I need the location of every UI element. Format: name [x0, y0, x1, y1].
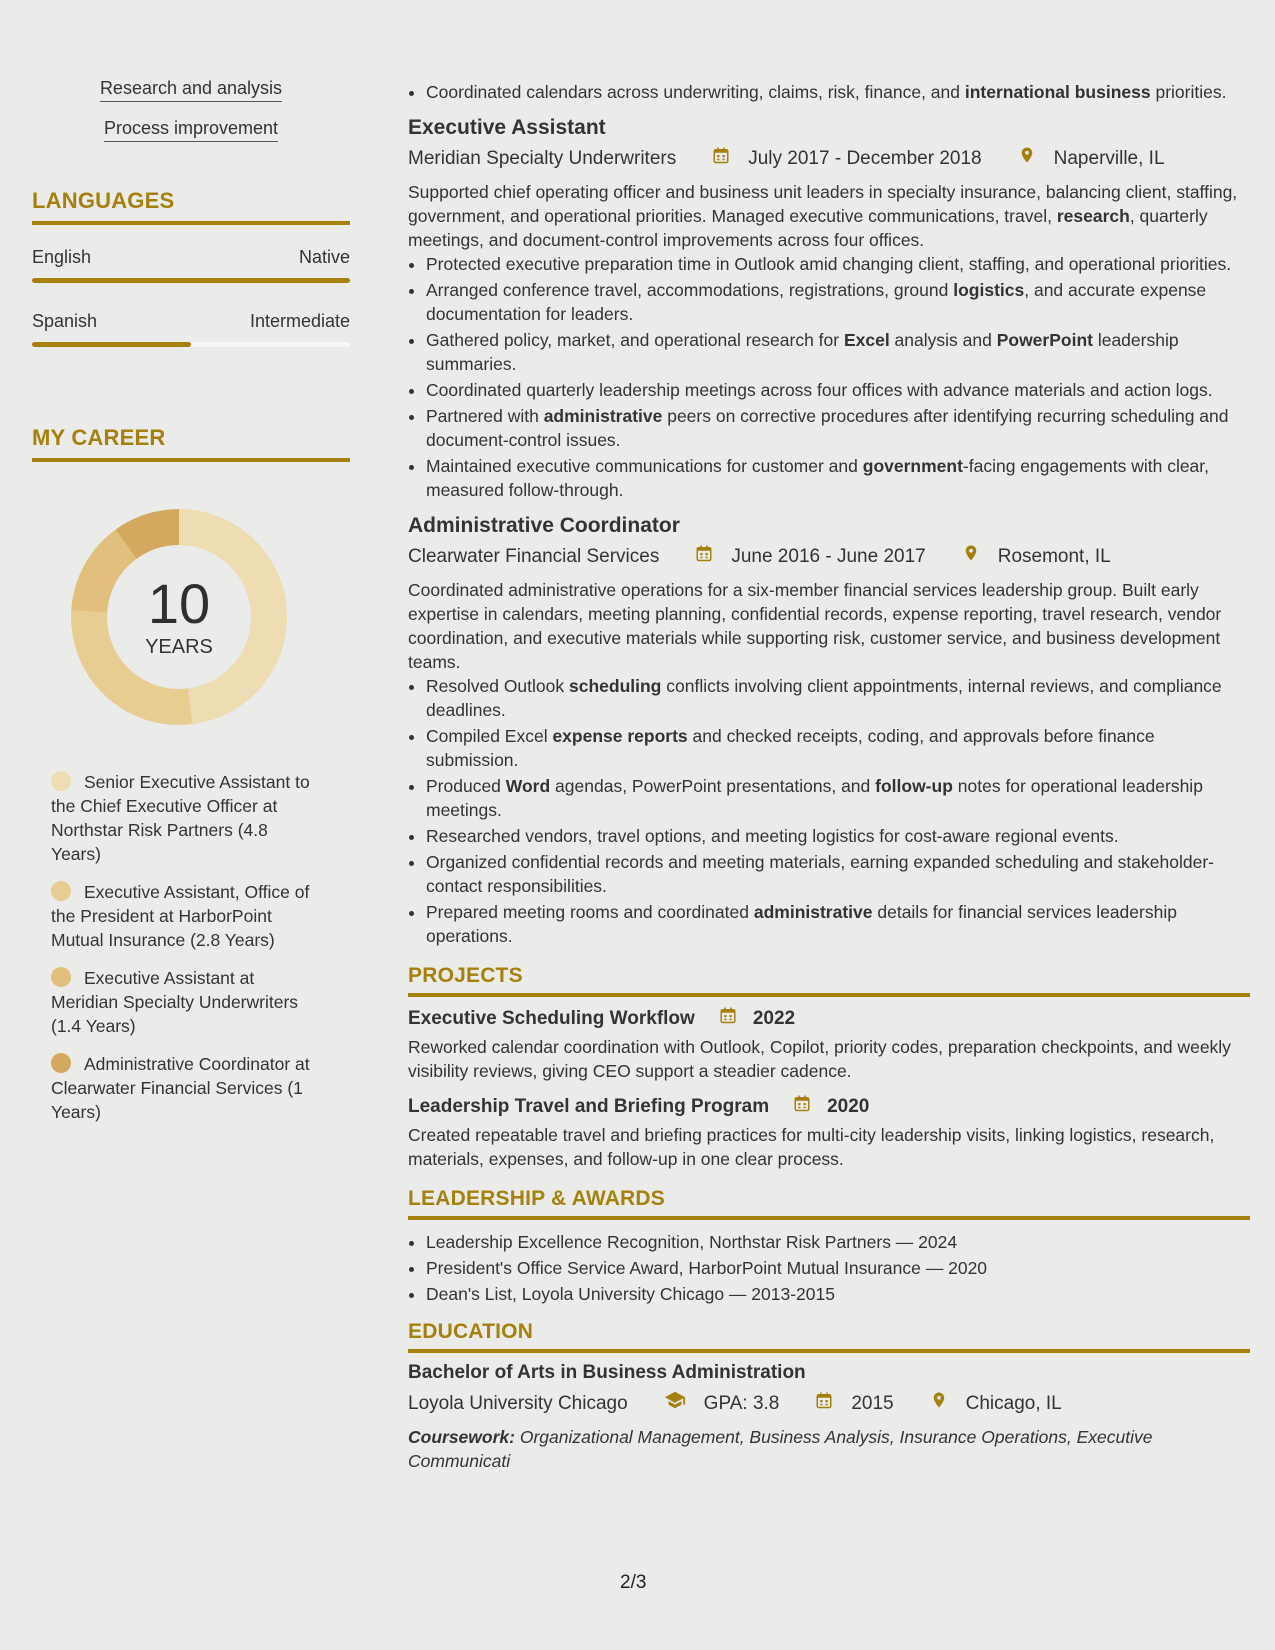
section-rule	[408, 993, 1250, 997]
legend-label: Administrative Coordinator at Clearwater Financial Services (1 Years)	[51, 1054, 310, 1122]
projects-section	[408, 964, 1250, 1171]
company-name: Clearwater Financial Services	[408, 546, 660, 567]
awards-title: LEADERSHIP & AWARDS	[408, 1187, 665, 1210]
section-rule	[32, 221, 350, 225]
job-location: Rosemont, IL	[997, 546, 1111, 567]
career-legend-item	[51, 770, 321, 866]
coursework	[408, 1425, 1250, 1473]
bullet-item: • Gathered policy, market, and operational research for Excel analysis and PowerPoint leadership summaries.	[426, 328, 1250, 376]
map-pin-icon	[1000, 146, 1045, 172]
job-entry	[408, 512, 1250, 948]
language-row	[32, 247, 350, 268]
bullet-item: • Maintained executive communications for customer and government-facing engagements with clear, measured follow-through.	[426, 454, 1250, 502]
bullet-item: • Researched vendors, travel options, and meeting logistics for cost-aware regional events.	[426, 824, 1250, 848]
awards-list	[408, 1230, 1250, 1306]
career-section	[32, 425, 350, 1124]
calendar-icon	[694, 146, 739, 172]
calendar-icon	[797, 1391, 842, 1417]
job-entry	[408, 114, 1250, 502]
job-title: Administrative Coordinator	[408, 514, 680, 537]
awards-section	[408, 1187, 1250, 1306]
career-legend	[51, 770, 321, 1124]
skill-item: Process improvement	[104, 118, 278, 142]
project-name: Executive Scheduling Workflow	[408, 1008, 695, 1029]
left-column	[32, 78, 350, 1138]
legend-label: Executive Assistant, Office of the President at HarborPoint Mutual Insurance (2.8 Years)	[51, 882, 310, 950]
project-description: Reworked calendar coordination with Outlook, Copilot, priority codes, preparation checkpoints, and weekly visibility reviews, giving CEO support a steadier cadence.	[408, 1037, 1231, 1081]
education-title: EDUCATION	[408, 1320, 534, 1343]
section-rule	[408, 1349, 1250, 1353]
job-meta	[408, 146, 1250, 172]
bullet-item: • Compiled Excel expense reports and checked receipts, coding, and approvals before finance submission.	[426, 724, 1250, 772]
job-summary: Supported chief operating officer and business unit leaders in specialty insurance, balancing client, staffing, government, and operational priorities. Managed executive communications, travel, research, quarterly meetings, and document-control improvements across four offices.	[408, 182, 1238, 250]
job-bullets	[408, 674, 1250, 948]
previous-job-bullets	[408, 80, 1250, 104]
language-bar	[32, 342, 350, 347]
project-year: 2020	[827, 1096, 870, 1117]
legend-dot	[51, 967, 71, 987]
bullet-item: • Protected executive preparation time in Outlook amid changing client, staffing, and operational priorities.	[426, 252, 1250, 276]
project-title-row	[408, 1093, 1250, 1121]
job-summary: Coordinated administrative operations for a six-member financial services leadership group. Built early expertise in calendars, meeting planning, confidential records, expense reporting, travel research, vendor coordination, and executive materials while supporting risk, customer service, and business development teams.	[408, 580, 1222, 672]
map-pin-icon	[944, 544, 989, 570]
experience-list	[408, 114, 1250, 948]
language-bar-fill	[32, 342, 191, 347]
project-name: Leadership Travel and Briefing Program	[408, 1096, 770, 1117]
bullet-item: • Coordinated quarterly leadership meetings across four offices with advance materials and action logs.	[426, 378, 1250, 402]
languages-section	[32, 188, 350, 347]
skill-item: Research and analysis	[100, 78, 282, 102]
bullet-item: • Organized confidential records and meeting materials, earning expanded scheduling and stakeholder-contact responsibilities.	[426, 850, 1250, 898]
career-legend-item	[51, 966, 321, 1038]
project-title-row	[408, 1005, 1250, 1033]
language-row	[32, 311, 350, 332]
project-entry	[408, 1093, 1250, 1171]
job-dates: July 2017 - December 2018	[748, 148, 982, 169]
career-years-value: 10	[147, 571, 211, 635]
job-location: Naperville, IL	[1053, 148, 1165, 169]
language-name: Spanish	[32, 311, 98, 331]
career-donut	[64, 502, 294, 732]
legend-dot	[51, 881, 71, 901]
project-description: Created repeatable travel and briefing practices for multi-city leadership visits, linking logistics, research, materials, expenses, and follow-up in one clear process.	[408, 1125, 1215, 1169]
bullet-item: • Partnered with administrative peers on corrective procedures after identifying recurring scheduling and document-control issues.	[426, 404, 1250, 452]
legend-dot	[51, 771, 71, 791]
bullet-item: • Resolved Outlook scheduling conflicts involving client appointments, internal reviews, and compliance deadlines.	[426, 674, 1250, 722]
school-name: Loyola University Chicago	[408, 1393, 628, 1414]
career-legend-item	[51, 1052, 321, 1124]
graduation-cap-icon	[646, 1389, 695, 1419]
award-item: • President's Office Service Award, HarborPoint Mutual Insurance — 2020	[426, 1256, 1250, 1280]
award-item: • Leadership Excellence Recognition, Northstar Risk Partners — 2024	[426, 1230, 1250, 1254]
right-column	[408, 80, 1250, 1473]
degree-title: Bachelor of Arts in Business Administration	[408, 1362, 806, 1383]
gpa: GPA: 3.8	[703, 1393, 780, 1414]
bullet-item: • Produced Word agendas, PowerPoint presentations, and follow-up notes for operational leadership meetings.	[426, 774, 1250, 822]
legend-label: Executive Assistant at Meridian Specialty Underwriters (1.4 Years)	[51, 968, 299, 1036]
calendar-icon	[781, 1093, 819, 1121]
legend-dot	[51, 1053, 71, 1073]
graduation-year: 2015	[851, 1393, 894, 1414]
language-level: Native	[298, 247, 350, 267]
calendar-icon	[677, 544, 722, 570]
coursework-label: Coursework:	[408, 1427, 515, 1447]
bullet-item: • Prepared meeting rooms and coordinated administrative details for financial services leadership operations.	[426, 900, 1250, 948]
project-year: 2022	[752, 1008, 796, 1029]
legend-label: Senior Executive Assistant to the Chief Executive Officer at Northstar Risk Partners (4.8 Years)	[51, 772, 310, 864]
job-dates: June 2016 - June 2017	[731, 546, 926, 567]
career-years-unit: YEARS	[145, 635, 213, 658]
section-rule	[32, 458, 350, 462]
bullet-item: • Arranged conference travel, accommodations, registrations, ground logistics, and accurate expense documentation for leaders.	[426, 278, 1250, 326]
project-entry	[408, 1005, 1250, 1083]
education-section	[408, 1320, 1250, 1473]
school-location: Chicago, IL	[965, 1393, 1062, 1414]
page-number: 2/3	[620, 1572, 647, 1593]
career-legend-item	[51, 880, 321, 952]
education-meta	[408, 1389, 1250, 1419]
language-bar-fill	[32, 278, 350, 283]
company-name: Meridian Specialty Underwriters	[408, 148, 677, 169]
career-title: MY CAREER	[32, 425, 166, 450]
coursework-text: Organizational Management, Business Analysis, Insurance Operations, Executive Communicati	[408, 1427, 1153, 1471]
projects-list	[408, 1005, 1250, 1171]
projects-title: PROJECTS	[408, 964, 523, 987]
bullet-item: • Coordinated calendars across underwriting, claims, risk, finance, and international business priorities.	[426, 80, 1250, 104]
language-name: English	[32, 247, 92, 267]
job-title: Executive Assistant	[408, 116, 606, 139]
language-bar	[32, 278, 350, 283]
section-rule	[408, 1216, 1250, 1220]
languages-title: LANGUAGES	[32, 188, 175, 213]
job-bullets	[408, 252, 1250, 502]
award-item: • Dean's List, Loyola University Chicago — 2013-2015	[426, 1282, 1250, 1306]
language-level: Intermediate	[249, 311, 350, 331]
donut-center	[64, 502, 294, 732]
calendar-icon	[707, 1005, 745, 1033]
map-pin-icon	[912, 1391, 957, 1417]
job-meta	[408, 544, 1250, 570]
